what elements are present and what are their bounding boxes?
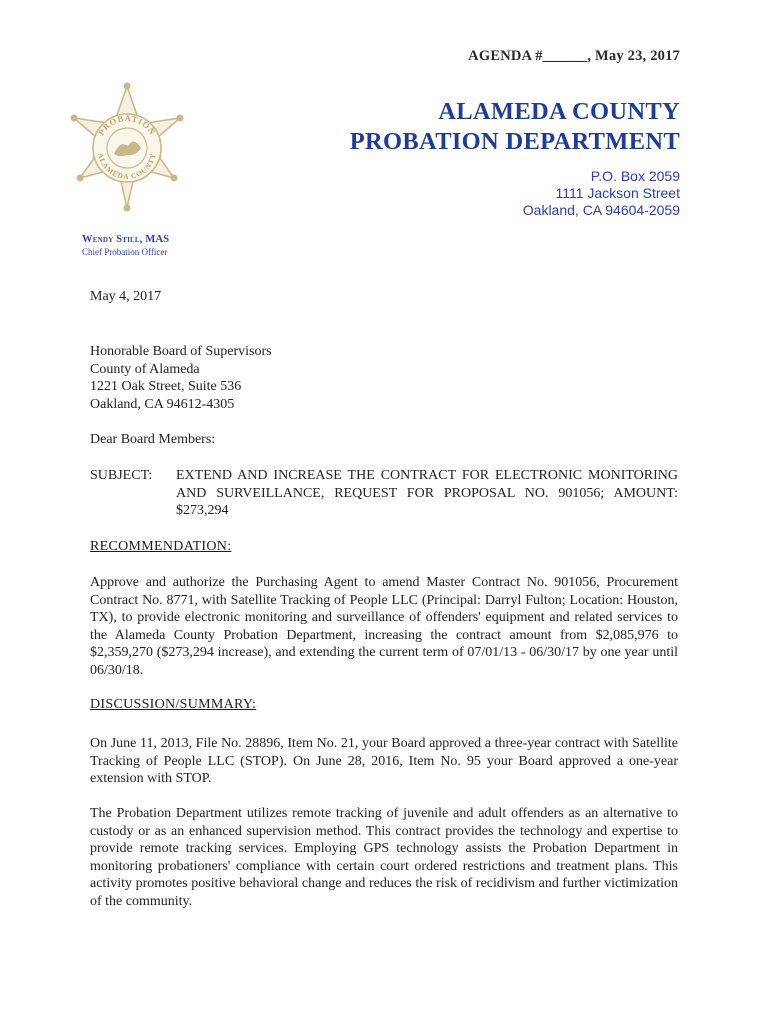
recommendation-heading: RECOMMENDATION: bbox=[90, 539, 232, 554]
discussion-paragraph: The Probation Department utilizes remote tracking of juvenile and adult offenders as an alternative to custody or as an enhanced supervision method. This contract provides the technology and expertise to provide remote tracking services. Employing GPS technology assists the Probation Department in monitoring probationers' compliance with certain court ordered restrictions and treatment plans. This activity promotes positive behavioral change and reduces the risk of recidivism and further victimization of the community. bbox=[90, 806, 678, 909]
seal-bottom-text: ALAMEDA COUNTY bbox=[96, 151, 158, 182]
seal-top-text: PROBATION bbox=[95, 112, 159, 138]
officer-name: Wendy Still, MAS bbox=[82, 234, 170, 245]
agenda-line: AGENDA #______, May 23, 2017 bbox=[468, 48, 680, 64]
letter-date: May 4, 2017 bbox=[90, 289, 162, 304]
discussion-heading: DISCUSSION/SUMMARY: bbox=[90, 697, 257, 712]
probation-star-seal-icon bbox=[62, 82, 192, 212]
officer-title: Chief Probation Officer bbox=[82, 247, 168, 257]
subject-text: EXTEND AND INCREASE THE CONTRACT FOR ELECTRONIC MONITORING AND SURVEILLANCE, REQUEST FOR PROPOSAL NO. 901056; AMOUNT: $273,294 bbox=[176, 468, 678, 518]
recipient-block bbox=[90, 343, 272, 413]
recipient-line: Oakland, CA 94612-4305 bbox=[90, 396, 235, 412]
org-name-line1: ALAMEDA COUNTY bbox=[438, 98, 680, 125]
recipient-line: County of Alameda bbox=[90, 361, 200, 377]
salutation: Dear Board Members: bbox=[90, 432, 216, 447]
address-line: P.O. Box 2059 bbox=[590, 168, 680, 184]
recipient-line: 1221 Oak Street, Suite 536 bbox=[90, 379, 242, 394]
address-line: 1111 Jackson Street bbox=[555, 185, 680, 201]
discussion-paragraph: On June 11, 2013, File No. 28896, Item No. 21, your Board approved a three-year contract with Satellite Tracking of People LLC (STOP). On June 28, 2016, Item No. 95 your Board approved a one-year extension with STOP. bbox=[90, 736, 678, 786]
address-line: Oakland, CA 94604-2059 bbox=[522, 202, 680, 218]
recommendation-body: Approve and authorize the Purchasing Agent to amend Master Contract No. 901056, Procurement Contract No. 8771, with Satellite Tracking of People LLC (Principal: Darryl Fulton; Location: Houston, TX), to provide electronic monitoring and surveillance of offenders' equipment and related services to the Alameda County Probation Department, increasing the contract amount from $2,085,976 to $2,359,270 ($273,294 increase), and extending the current term of 07/01/13 - 06/30/17 by one year until 06/30/18. bbox=[90, 575, 678, 678]
org-name-line2: PROBATION DEPARTMENT bbox=[349, 128, 680, 155]
recipient-line: Honorable Board of Supervisors bbox=[90, 344, 272, 359]
subject-label: SUBJECT: bbox=[90, 468, 153, 483]
